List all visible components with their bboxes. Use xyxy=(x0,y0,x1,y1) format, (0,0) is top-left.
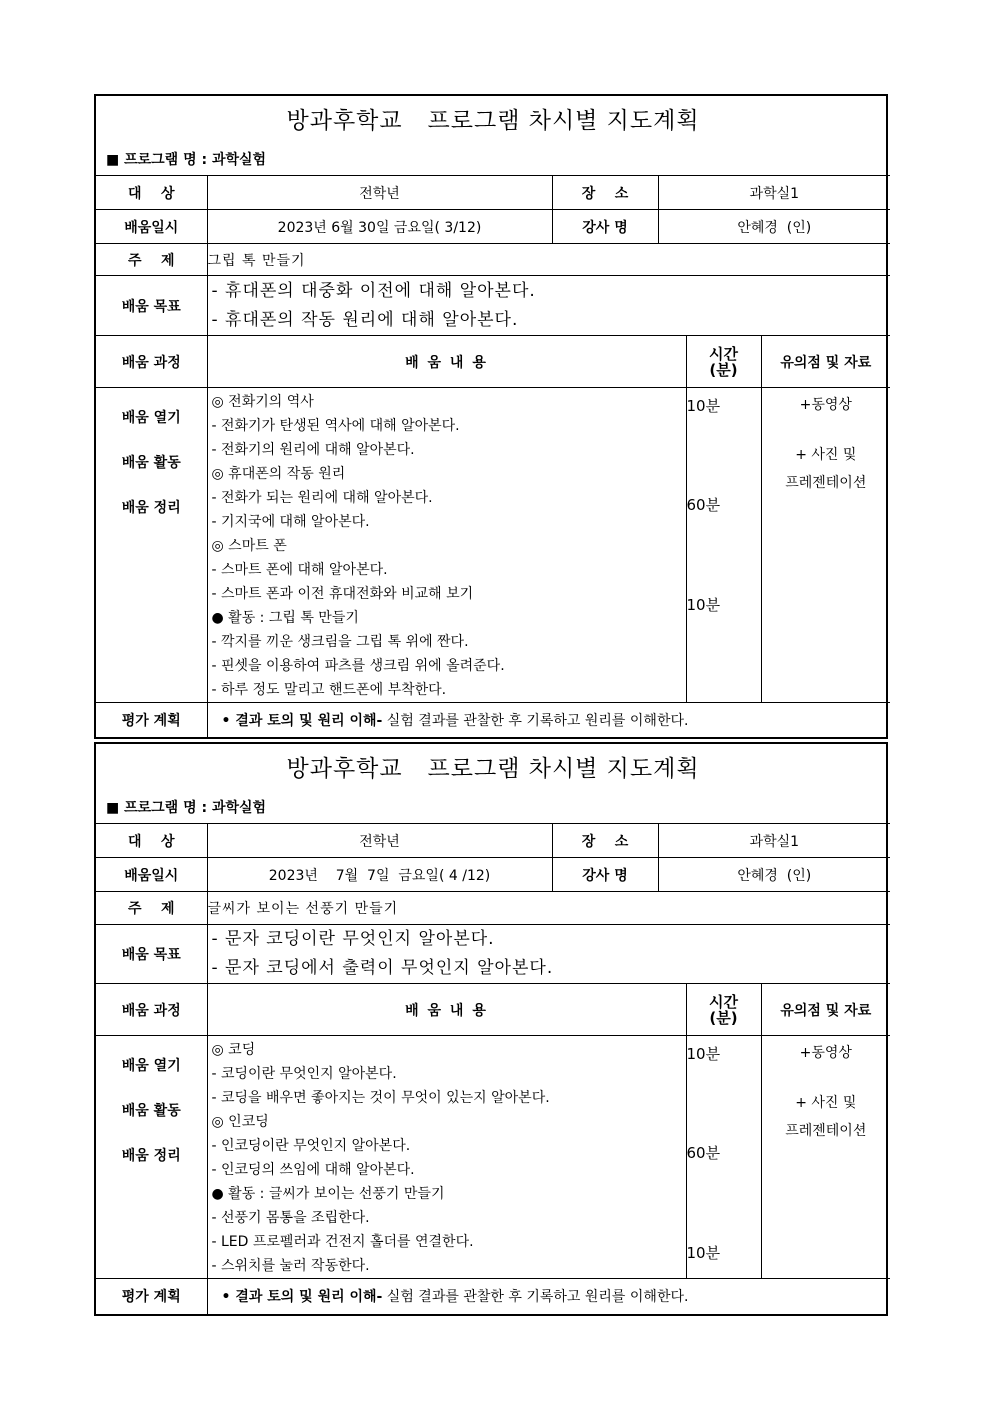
date-value: 2023년 7월 7일 금요일( 4 /12) xyxy=(207,858,552,892)
topic-value: 그립 톡 만들기 xyxy=(207,244,890,276)
stage-activity: 배움 활동 xyxy=(121,1103,181,1119)
plan-title: 방과후학교 프로그램 차시별 지도계획 xyxy=(286,756,700,782)
material-video: +동영상 xyxy=(799,1045,852,1061)
topic-label: 주 제 xyxy=(96,244,207,276)
lesson-plan-1 xyxy=(94,94,888,739)
content-line: - 스마트 폰에 대해 알아본다. xyxy=(211,562,388,578)
eval-criterion: • 결과 토의 및 원리 이해- xyxy=(221,712,383,729)
place-label: 장 소 xyxy=(552,824,658,858)
teacher-label: 강사 명 xyxy=(552,858,658,892)
goal-item: - 휴대폰의 작동 원리에 대해 알아본다. xyxy=(211,309,519,330)
stage-activity: 배움 활동 xyxy=(121,455,181,471)
goals-label: 배움 목표 xyxy=(96,925,207,984)
content-line: - 전화기가 탄생된 역사에 대해 알아본다. xyxy=(211,418,460,434)
time-header: 시간 (분) xyxy=(686,984,761,1036)
content-line: ◎ 휴대폰의 작동 원리 xyxy=(211,466,346,482)
materials-header: 유의점 및 자료 xyxy=(761,336,890,388)
content-line: - 스마트 폰과 이전 휴대전화와 비교해 보기 xyxy=(211,586,474,602)
time-open: 10분 xyxy=(686,1045,721,1063)
program-name: ■ 프로그램 명 : 과학실험 xyxy=(106,800,267,816)
content-line: - 선풍기 몸통을 조립한다. xyxy=(211,1210,370,1226)
teacher-value: 안혜경 (인) xyxy=(658,210,890,244)
date-value: 2023년 6월 30일 금요일( 3/12) xyxy=(207,210,552,244)
place-value: 과학실1 xyxy=(658,824,890,858)
stages-cell xyxy=(96,388,207,703)
eval-label: 평가 계획 xyxy=(96,703,207,737)
content-line: - 전화기의 원리에 대해 알아본다. xyxy=(211,442,415,458)
content-line: ◎ 인코딩 xyxy=(211,1114,269,1130)
target-value: 전학년 xyxy=(207,824,552,858)
eval-criterion: • 결과 토의 및 원리 이해- xyxy=(221,1289,383,1306)
content-line: - 스위치를 눌러 작동한다. xyxy=(211,1258,370,1274)
process-label: 배움 과정 xyxy=(96,336,207,388)
content-line: ◎ 스마트 폰 xyxy=(211,538,287,554)
goal-item: - 문자 코딩이란 무엇인지 알아본다. xyxy=(211,929,495,949)
stage-open: 배움 열기 xyxy=(121,410,181,426)
time-activity: 60분 xyxy=(686,1144,721,1162)
process-label: 배움 과정 xyxy=(96,984,207,1036)
date-label: 배움일시 xyxy=(96,858,207,892)
content-line: - 핀셋을 이용하여 파츠를 생크림 위에 올려준다. xyxy=(211,658,505,674)
content-line: ◎ 전화기의 역사 xyxy=(211,394,314,410)
content-line: - LED 프로펠러과 건전지 홀더를 연결한다. xyxy=(211,1234,474,1250)
place-label: 장 소 xyxy=(552,176,658,210)
material-photo: + 사진 및 xyxy=(795,447,857,463)
eval-description: 실험 결과를 관찰한 후 기록하고 원리를 이해한다. xyxy=(382,712,689,729)
time-close: 10분 xyxy=(686,596,721,614)
topic-label: 주 제 xyxy=(96,892,207,925)
plan-title: 방과후학교 프로그램 차시별 지도계획 xyxy=(286,108,700,134)
materials-header: 유의점 및 자료 xyxy=(761,984,890,1036)
content-line: - 코딩을 배우면 좋아지는 것이 무엇이 있는지 알아본다. xyxy=(211,1090,550,1106)
goal-item: - 휴대폰의 대중화 이전에 대해 알아본다. xyxy=(211,280,536,301)
eval-description: 실험 결과를 관찰한 후 기록하고 원리를 이해한다. xyxy=(382,1289,689,1306)
stage-close: 배움 정리 xyxy=(121,1148,181,1164)
materials-cell xyxy=(761,388,890,703)
goals-list xyxy=(207,925,890,984)
eval-label: 평가 계획 xyxy=(96,1279,207,1314)
material-presentation: 프레젠테이션 xyxy=(785,1123,867,1139)
materials-cell xyxy=(761,1036,890,1279)
teacher-value: 안혜경 (인) xyxy=(658,858,890,892)
material-presentation: 프레젠테이션 xyxy=(785,475,867,491)
teacher-label: 강사 명 xyxy=(552,210,658,244)
content-line: - 인코딩이란 무엇인지 알아본다. xyxy=(211,1138,411,1154)
times-cell xyxy=(686,388,761,703)
time-header: 시간 (분) xyxy=(686,336,761,388)
goals-list xyxy=(207,276,890,336)
stages-cell xyxy=(96,1036,207,1279)
times-cell xyxy=(686,1036,761,1279)
content-line: - 기지국에 대해 알아본다. xyxy=(211,514,370,530)
content-line: - 전화가 되는 원리에 대해 알아본다. xyxy=(211,490,433,506)
content-line: ● 활동 : 글씨가 보이는 선풍기 만들기 xyxy=(211,1186,445,1202)
time-open: 10분 xyxy=(686,397,721,415)
material-video: +동영상 xyxy=(799,397,852,413)
time-activity: 60분 xyxy=(686,496,721,514)
content-line: ● 활동 : 그립 톡 만들기 xyxy=(211,610,359,626)
material-photo: + 사진 및 xyxy=(795,1095,857,1111)
stage-close: 배움 정리 xyxy=(121,500,181,516)
topic-value: 글씨가 보이는 선풍기 만들기 xyxy=(207,892,890,925)
time-close: 10분 xyxy=(686,1244,721,1262)
date-label: 배움일시 xyxy=(96,210,207,244)
contents-cell xyxy=(207,388,686,703)
lesson-plan-2 xyxy=(94,742,888,1316)
goal-item: - 문자 코딩에서 출력이 무엇인지 알아본다. xyxy=(211,958,554,978)
stage-open: 배움 열기 xyxy=(121,1058,181,1074)
place-value: 과학실1 xyxy=(658,176,890,210)
content-line: - 인코딩의 쓰임에 대해 알아본다. xyxy=(211,1162,415,1178)
content-header: 배 움 내 용 xyxy=(207,984,686,1036)
target-label: 대 상 xyxy=(96,824,207,858)
program-name: ■ 프로그램 명 : 과학실험 xyxy=(106,152,267,168)
eval-value xyxy=(207,703,890,737)
content-line: - 하루 정도 말리고 핸드폰에 부착한다. xyxy=(211,682,447,698)
content-line: - 깍지를 끼운 생크림을 그립 톡 위에 짠다. xyxy=(211,634,469,650)
content-header: 배 움 내 용 xyxy=(207,336,686,388)
content-line: ◎ 코딩 xyxy=(211,1042,256,1058)
eval-value xyxy=(207,1279,890,1314)
target-value: 전학년 xyxy=(207,176,552,210)
contents-cell xyxy=(207,1036,686,1279)
target-label: 대 상 xyxy=(96,176,207,210)
content-line: - 코딩이란 무엇인지 알아본다. xyxy=(211,1066,397,1082)
goals-label: 배움 목표 xyxy=(96,276,207,336)
